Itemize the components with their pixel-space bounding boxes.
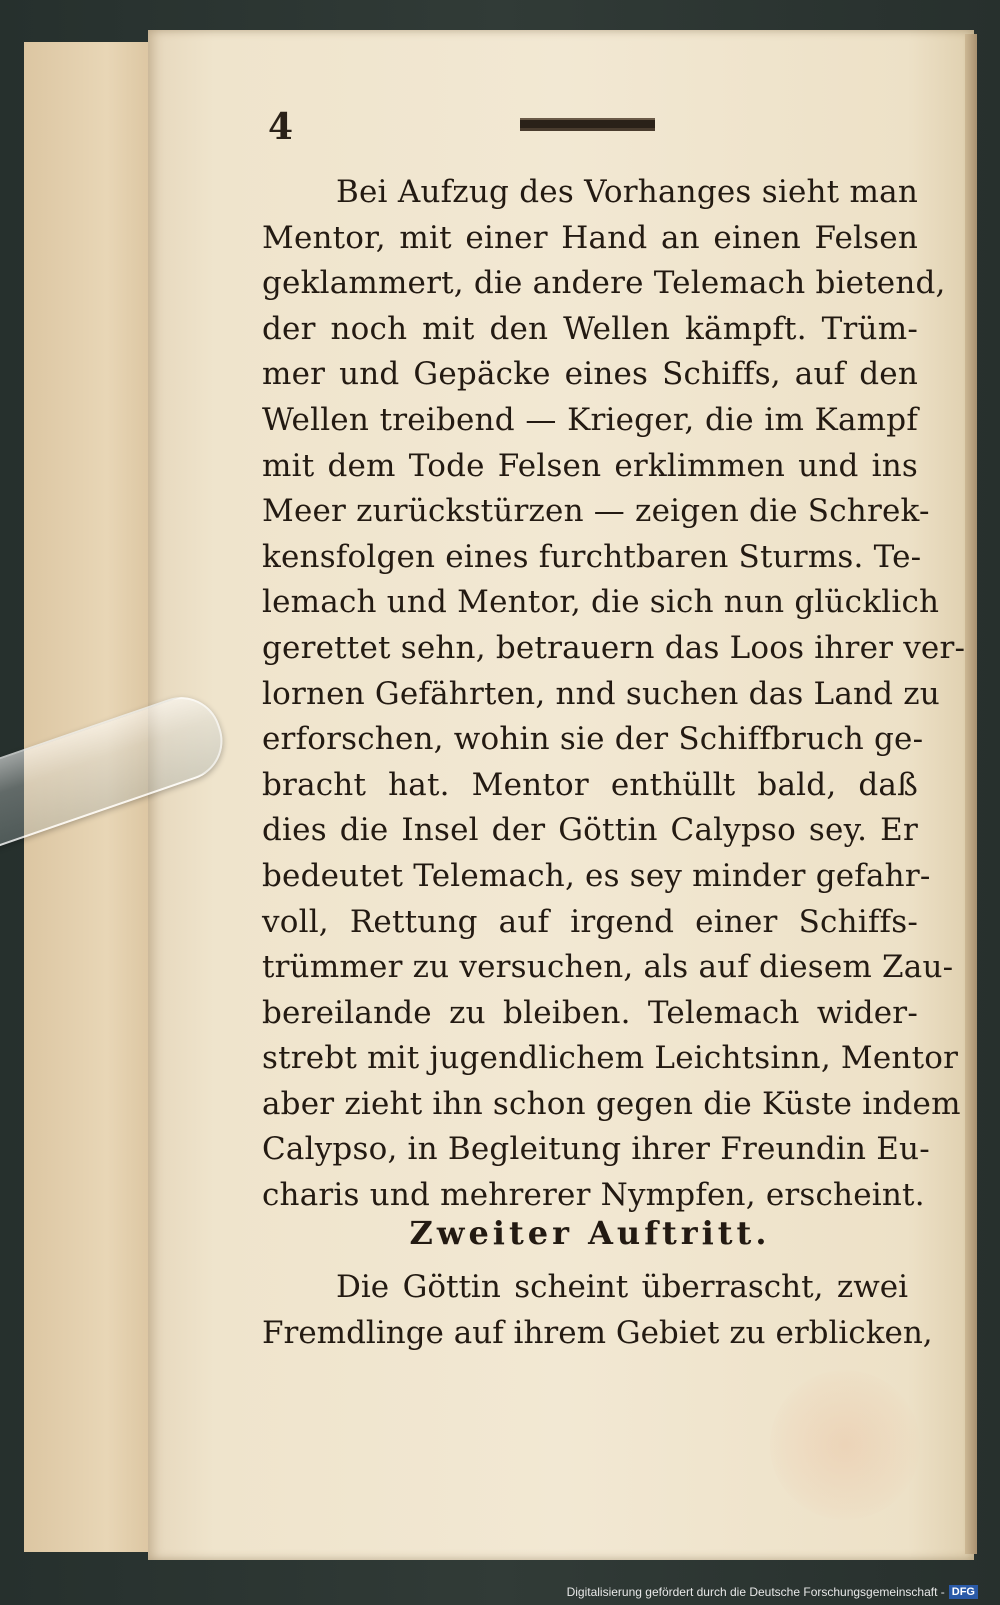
text-line: Wellen treibend — Krieger, die im Kampf xyxy=(262,401,918,438)
digitization-footer xyxy=(567,1583,978,1601)
text-line: bracht hat. Mentor enthüllt bald, daß xyxy=(262,766,918,803)
text-line: charis und mehrerer Nympfen, erscheint. xyxy=(262,1177,925,1214)
text-line: lemach und Mentor, die sich nun glücklich xyxy=(262,584,940,621)
header-rule-thin xyxy=(520,128,655,131)
text-line: Die Göttin scheint überrascht, zwei xyxy=(336,1269,908,1305)
text-line: aber zieht ihn schon gegen die Küste indem xyxy=(262,1085,961,1122)
text-line: Calypso, in Begleitung ihrer Freundin Eu- xyxy=(262,1131,930,1168)
dfg-logo: DFG xyxy=(949,1585,978,1599)
section-heading: Zweiter Auftritt. xyxy=(409,1214,771,1252)
text-line: mit dem Tode Felsen erklimmen und ins xyxy=(262,447,918,484)
text-line: Fremdlinge auf ihrem Gebiet zu erblicken, xyxy=(262,1314,933,1351)
text-line: voll, Rettung auf irgend einer Schiffs- xyxy=(262,903,918,940)
page-edge-shadow xyxy=(965,34,977,1554)
text-line: Mentor, mit einer Hand an einen Felsen xyxy=(262,219,918,256)
body-paragraph-2 xyxy=(262,1262,933,1353)
footer-credit: Digitalisierung gefördert durch die Deutsche Forschungsgemeinschaft - xyxy=(566,1585,945,1599)
text-line: Bei Aufzug des Vorhanges sieht man xyxy=(336,174,918,210)
text-line: lornen Gefährten, nnd suchen das Land zu xyxy=(262,675,940,712)
page-number: 4 xyxy=(268,106,294,148)
header-rule xyxy=(520,118,655,128)
text-line: dies die Insel der Göttin Calypso sey. Er xyxy=(262,812,918,849)
text-line: geklammert, die andere Telemach bietend, xyxy=(262,265,946,302)
paper-stain xyxy=(770,1370,920,1520)
body-paragraph xyxy=(262,170,966,1219)
text-line: kensfolgen eines furchtbaren Sturms. Te- xyxy=(262,538,922,575)
text-line: mer und Gepäcke eines Schiffs, auf den xyxy=(262,356,918,393)
text-line: gerettet sehn, betrauern das Loos ihrer ver- xyxy=(262,629,966,666)
text-line: bedeutet Telemach, es sey minder gefahr- xyxy=(262,857,931,894)
text-line: Meer zurückstürzen — zeigen die Schrek- xyxy=(262,493,930,530)
text-line: der noch mit den Wellen kämpft. Trüm- xyxy=(262,310,918,347)
text-line: bereilande zu bleiben. Telemach wider- xyxy=(262,994,918,1031)
text-line: trümmer zu versuchen, als auf diesem Zau- xyxy=(262,949,954,986)
text-line: strebt mit jugendlichem Leichtsinn, Mentor xyxy=(262,1040,959,1077)
text-line: erforschen, wohin sie der Schiffbruch ge- xyxy=(262,721,924,758)
